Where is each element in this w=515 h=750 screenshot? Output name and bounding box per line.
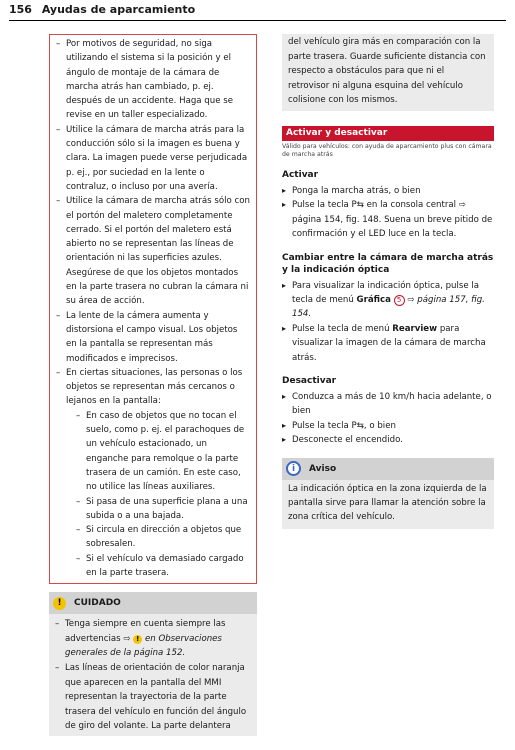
aviso-title: Aviso [309,463,337,474]
warning-item [56,366,250,580]
right-column [282,34,494,529]
cambiar-item-ref: ⇨ página 157, fig. 154. [292,295,485,320]
page-header [9,3,506,21]
activar-item: ▸ Ponga la marcha atrás, o bien [282,184,494,198]
activar-heading: Activar [282,169,319,180]
desactivar-item: ▸ Conduzca a más de 10 km/h hacia adelante, o bien [282,390,494,419]
menu-key-rearview: Rearview [392,323,438,334]
cambiar-item [282,322,494,365]
cambiar-item-text: Para visualizar la indicación óptica, pulse la tecla de menú [292,280,480,305]
warning-item: – Utilice la cámara de marcha atrás sólo con el portón del maletero completamente cerrado. Si el portón del maletero está abierto no se representan las líneas de orientación ni las superficies azules. Asegúrese de que los objetos montados en la parte trasera no cubran la cámara ni su área de acción. [56,194,250,308]
validity-note: Válido para vehículos: con ayuda de aparcamiento plus con cámara de marcha atrás [282,142,492,158]
warning-subitem: – Si circula en dirección a objetos que sobresalen. [66,523,250,552]
cuidado-title: CUIDADO [74,598,121,609]
desactivar-heading: Desactivar [282,376,337,387]
warning-item: – Por motivos de seguridad, no siga utilizando el sistema si la posición y el ángulo de montaje de la cámara de marcha atrás han cambiado, p. ej. después de un accidente. Haga que se revise en un taller especializado. [56,37,250,123]
cuidado-continuation: del vehículo gira más en comparación con la parte trasera. Guarde suficiente distancia con respecto a obstáculos para que ni el retrovisor ni alguna esquina del vehículo colisione con los mismos. [282,34,494,111]
activar-list [282,184,494,242]
cuidado-item [55,617,251,661]
desactivar-item: ▸ Desconecte el encendido. [282,433,494,447]
cambiar-item-text: para visualizar la imagen de la cámara de marcha atrás. [292,323,486,363]
warning-sublist [66,409,250,581]
cuidado-body [49,614,257,736]
warning-item-text: En ciertas situaciones, las personas o los objetos se representan más cercanos o lejanos en la pantalla: [66,367,243,407]
cuidado-item-ref: en Observaciones generales de la página 152. [65,633,222,659]
exclamation-icon: ! [133,635,142,644]
menu-key-grafica: Gráfica [356,295,391,305]
warning-item: – La lente de la cámera aumenta y distorsiona el campo visual. Los objetos en la pantalla se representan más modificados e imprecisos. [56,309,250,366]
warning-item: – Utilice la cámara de marcha atrás para la conducción sólo si la imagen es buena y clara. La imagen puede verse perjudicada p. ej., por suciedad en la lente o contraluz, o incluso por una avería. [56,123,250,194]
cambiar-heading: Cambiar entre la cámara de marcha atrás y la indicación óptica [282,252,494,275]
warning-box [49,34,257,584]
cambiar-list [282,279,494,365]
cuidado-item-text: Tenga siempre en cuenta siempre las advertencias ⇨ [65,619,226,644]
page-number: 156 [9,3,32,16]
exclamation-icon: ! [53,597,66,610]
cuidado-item: – Las líneas de orientación de color naranja que aparecen en la pantalla del MMI representan la trayectoria de la parte trasera del vehículo en función del ángulo de giro del volante. La parte delantera [55,661,251,734]
warning-subitem: – Si pasa de una superficie plana a una subida o a una bajada. [66,495,250,524]
callout-number: 5 [394,295,405,306]
info-icon: i [286,461,301,476]
section-title: Activar y desactivar [282,126,494,141]
activar-item: ▸ Pulse la tecla P⇆ en la consola central ⇨ página 154, fig. 148. Suena un breve pitido de confirmación y el LED luce en la tecla. [282,198,494,241]
aviso-body: La indicación óptica en la zona izquierda de la pantalla sirve para llamar la atención sobre la zona crítica del vehículo. [282,480,494,529]
cambiar-item [282,279,494,322]
desactivar-list [282,390,494,448]
warning-subitem: – En caso de objetos que no tocan el suelo, como p. ej. el parachoques de un vehículo estacionado, un enganche para remolque o la parte trasera de un camión. En este caso, no utilice las líneas auxiliares. [66,409,250,495]
cambiar-item-text: Pulse la tecla de menú [292,323,393,334]
warning-subitem: – Si el vehículo va demasiado cargado en la parte trasera. [66,552,250,581]
desactivar-item: ▸ Pulse la tecla P⇆, o bien [282,419,494,433]
aviso-header [282,458,494,480]
left-column [49,34,257,736]
page-title: Ayudas de aparcamiento [41,3,196,16]
cuidado-header [49,592,257,614]
